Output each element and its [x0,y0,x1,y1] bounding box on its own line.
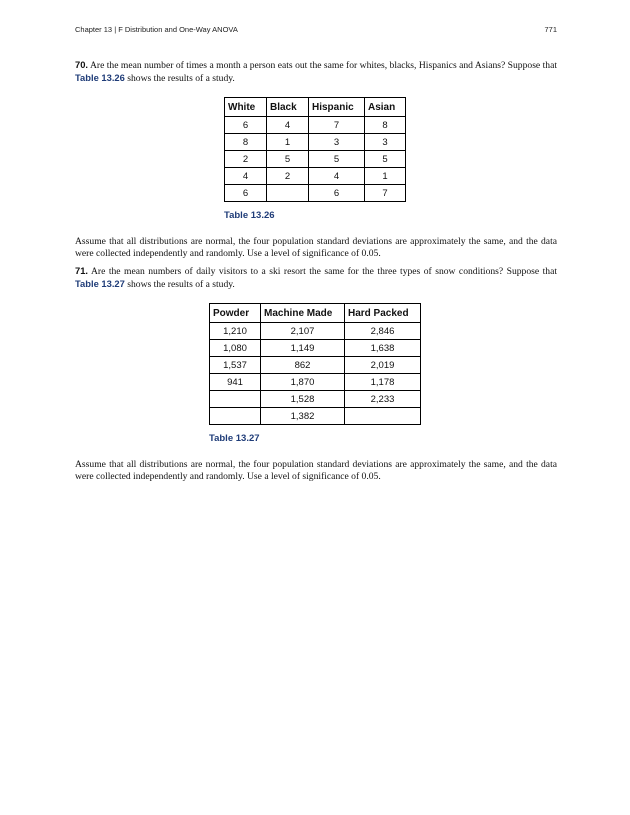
table-cell: 4 [267,117,309,134]
table-cell: 1,210 [210,323,261,340]
problem-70-text-before: Are the mean number of times a month a person eats out the same for whites, blacks, Hispanics and Asians? Suppose that [88,60,557,71]
column-header: White [225,98,267,117]
problem-71-number: 71. [75,265,89,276]
problem-71-question [75,265,557,291]
table-cell: 1,638 [345,340,421,357]
table-cell [210,391,261,408]
table-row [225,168,406,185]
table-13-27 [209,303,421,425]
table-cell: 8 [225,134,267,151]
table-cell: 1,870 [261,374,345,391]
table-13-26 [224,97,406,202]
chapter-title: Chapter 13 | F Distribution and One-Way ANOVA [75,25,238,34]
table-header-row [225,98,406,117]
table-cell: 862 [261,357,345,374]
table-cell: 1,149 [261,340,345,357]
page-header [75,25,557,34]
column-header: Black [267,98,309,117]
column-header: Machine Made [261,304,345,323]
table-cell: 2,846 [345,323,421,340]
table-cell: 3 [365,134,406,151]
table-cell: 4 [225,168,267,185]
problem-71-text-after: shows the results of a study. [124,279,235,290]
table-row [210,391,421,408]
table-row [210,374,421,391]
table-cell: 5 [267,151,309,168]
problem-70-text-after: shows the results of a study. [124,73,235,84]
table-row [210,408,421,425]
table-cell: 7 [365,185,406,202]
page-number: 771 [544,25,557,34]
column-header: Hard Packed [345,304,421,323]
table-cell: 2,019 [345,357,421,374]
problem-70-number: 70. [75,59,89,70]
table-cell: 2,233 [345,391,421,408]
table-row [210,323,421,340]
table-cell: 7 [309,117,365,134]
column-header: Asian [365,98,406,117]
table-header-row [210,304,421,323]
table-row [210,340,421,357]
table-cell: 1,178 [345,374,421,391]
table-cell: 1 [365,168,406,185]
column-header: Hispanic [309,98,365,117]
problem-71-assumption: Assume that all distributions are normal, the four population standard deviations are approximately the same, and the data were collected independently and randomly. Use a level of significance of 0.05. [75,459,557,482]
column-header: Powder [210,304,261,323]
table-row [225,117,406,134]
table-cell: 1,528 [261,391,345,408]
table-row [225,185,406,202]
table-cell: 1 [267,134,309,151]
table-cell: 6 [225,185,267,202]
table-cell: 5 [309,151,365,168]
table-13-27-caption: Table 13.27 [209,433,260,444]
table-cell: 8 [365,117,406,134]
table-row [210,357,421,374]
problem-71-text-before: Are the mean numbers of daily visitors to a ski resort the same for the three types of snow conditions? Suppose that [88,266,557,277]
table-13-26-link[interactable]: Table 13.26 [75,72,125,83]
table-cell: 6 [225,117,267,134]
problem-70-assumption: Assume that all distributions are normal, the four population standard deviations are approximately the same, and the data were collected independently and randomly. Use a level of significance of 0.05. [75,236,557,259]
table-cell: 5 [365,151,406,168]
table-cell: 3 [309,134,365,151]
table-cell: 1,080 [210,340,261,357]
table-cell: 4 [309,168,365,185]
table-13-27-link[interactable]: Table 13.27 [75,278,125,289]
table-cell: 1,382 [261,408,345,425]
table-row [225,151,406,168]
table-row [225,134,406,151]
table-cell: 941 [210,374,261,391]
table-cell [267,185,309,202]
table-cell: 6 [309,185,365,202]
table-cell [345,408,421,425]
table-cell: 2,107 [261,323,345,340]
problem-70-question [75,59,557,85]
table-cell [210,408,261,425]
table-13-26-caption: Table 13.26 [224,210,275,221]
table-cell: 1,537 [210,357,261,374]
table-cell: 2 [225,151,267,168]
table-cell: 2 [267,168,309,185]
